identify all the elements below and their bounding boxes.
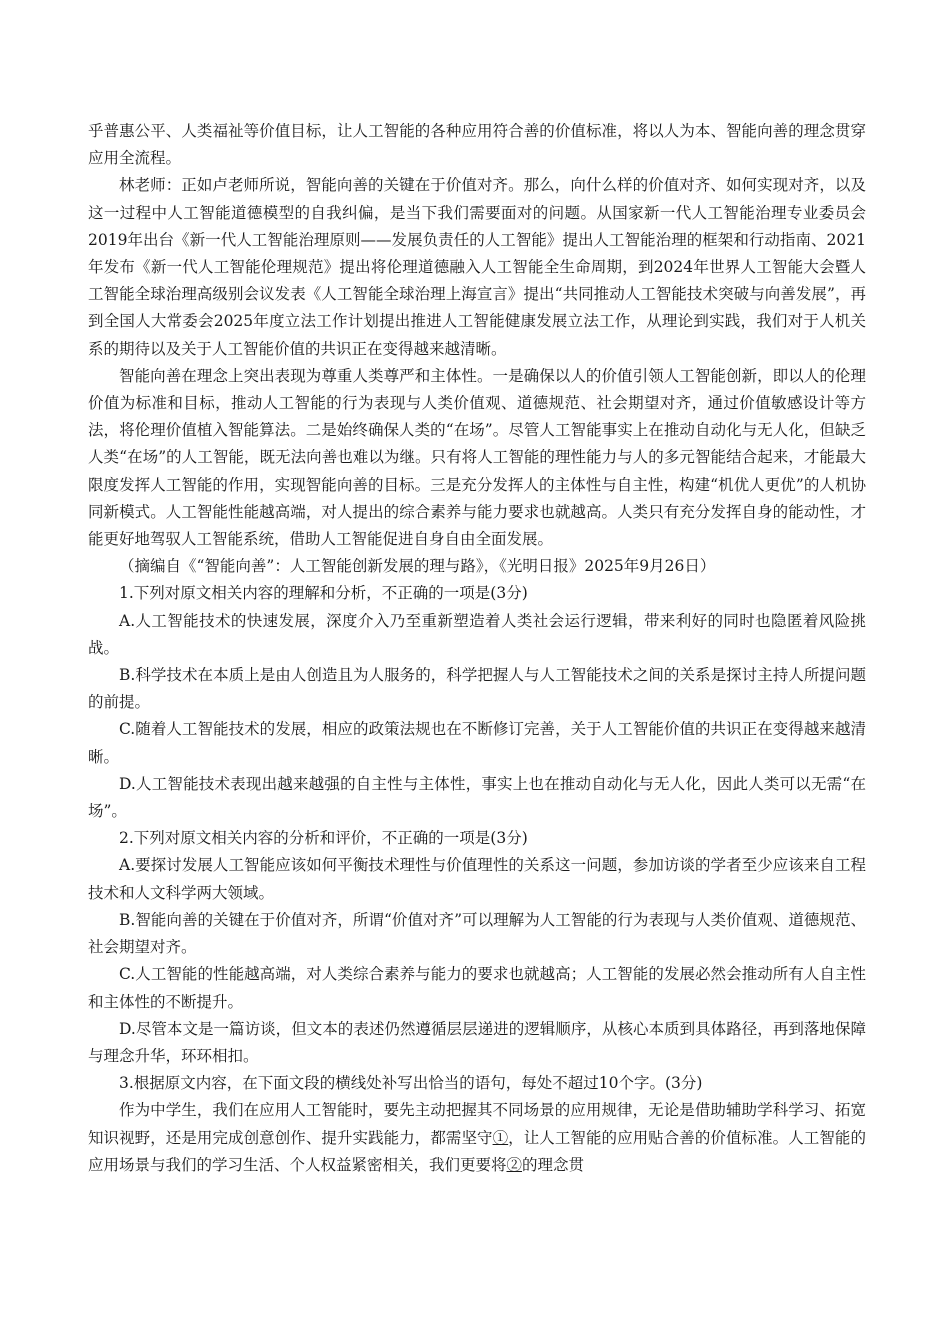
- passage-text: 作为中学生，我们在应用人工智能时，要先主动把握其不同场景的应用规律，无论是借助辅助学科学习、拓宽知识视野，还是用完成创意创作、提升实践能力，都需坚守: [88, 1101, 866, 1147]
- blank-2: ②: [506, 1155, 523, 1174]
- paragraph: 智能向善在理念上突出表现为尊重人类尊严和主体性。一是确保以人的价值引领人工智能创新，即以人的伦理价值为标准和目标，推动人工智能的行为表现与人类价值观、道德规范、社会期望对齐，通过价值敏感设计等方法，将伦理价值植入智能算法。二是始终确保人类的“在场”。尽管人工智能事实上在推动自动化与无人化，但缺乏人类“在场”的人工智能，既无法向善也难以为继。只有将人工智能的理性能力与人的多元智能结合起来，才能最大限度发挥人工智能的作用，实现智能向善的目标。三是充分发挥人的主体性与自主性，构建“机优人更优”的人机协同新模式。人工智能性能越高端，对人提出的综合素养与能力要求也就越高。人类只有充分发挥自身的能动性，才能更好地驾驭人工智能系统，借助人工智能促进自身自由全面发展。: [88, 366, 866, 549]
- source-citation: （摘编自《“智能向善”：人工智能创新发展的理与路》，《光明日报》2025年9月26日）: [119, 557, 716, 576]
- option-b: B.科学技术在本质上是由人创造且为人服务的，科学把握人与人工智能技术之间的关系是探讨主持人所提问题的前提。: [88, 666, 866, 712]
- paragraph: 林老师：正如卢老师所说，智能向善的关键在于价值对齐。那么，向什么样的价值对齐、如何实现对齐，以及这一过程中人工智能道德模型的自我纠偏，是当下我们需要面对的问题。从国家新一代人工智能治理专业委员会2019年出台《新一代人工智能治理原则——发展负责任的人工智能》提出人工智能治理的框架和行动指南、2021年发布《新一代人工智能伦理规范》提出将伦理道德融入人工智能全生命周期，到2024年世界人工智能大会暨人工智能全球治理高级别会议发表《人工智能全球治理上海宣言》提出“共同推动人工智能技术突破与向善发展”，再到全国人大常委会2025年度立法工作计划提出推进人工智能健康发展立法工作，从理论到实践，我们对于人机关系的期待以及关于人工智能价值的共识正在变得越来越清晰。: [88, 176, 866, 358]
- option-a: A.要探讨发展人工智能应该如何平衡技术理性与价值理性的关系这一问题，参加访谈的学者至少应该来自工程技术和人文科学两大领域。: [88, 856, 866, 902]
- option-c: C.随着人工智能技术的发展，相应的政策法规也在不断修订完善，关于人工智能价值的共识正在变得越来越清晰。: [88, 720, 866, 766]
- paragraph: 乎普惠公平、人类福祉等价值目标，让人工智能的各种应用符合善的价值标准，将以人为本、智能向善的理念贯穿应用全流程。: [88, 122, 866, 168]
- option-a: A.人工智能技术的快速发展，深度介入乃至重新塑造着人类社会运行逻辑，带来利好的同时也隐匿着风险挑战。: [88, 611, 866, 657]
- document-page: [88, 118, 866, 1179]
- question-2: 2.下列对原文相关内容的分析和评价，不正确的一项是(3分): [119, 829, 528, 848]
- passage-text: ，让人工智能的应用贴合善的价值标准。人工智能的应用场景与我们的学习生活、个人权益紧密相关，我们更要将: [88, 1128, 866, 1174]
- option-b: B.智能向善的关键在于价值对齐，所谓“价值对齐”可以理解为人工智能的行为表现与人类价值观、道德规范、社会期望对齐。: [88, 910, 866, 957]
- blank-1: ①: [492, 1128, 509, 1147]
- question-3: 3.根据原文内容，在下面文段的横线处补写出恰当的语句，每处不超过10个字。(3分): [119, 1074, 703, 1093]
- question-1: 1.下列对原文相关内容的理解和分析，不正确的一项是(3分): [119, 584, 528, 603]
- passage-text: 的理念贯: [522, 1155, 585, 1174]
- option-d: D.尽管本文是一篇访谈，但文本的表述仍然遵循层层递进的逻辑顺序，从核心本质到具体路径，再到落地保障与理念升华，环环相扣。: [88, 1019, 866, 1065]
- option-d: D.人工智能技术表现出越来越强的自主性与主体性，事实上也在推动自动化与无人化，因此人类可以无需“在场”。: [88, 774, 866, 821]
- fill-in-passage: [88, 1097, 866, 1179]
- option-c: C.人工智能的性能越高端，对人类综合素养与能力的要求也就越高；人工智能的发展必然会推动所有人自主性和主体性的不断提升。: [88, 965, 866, 1011]
